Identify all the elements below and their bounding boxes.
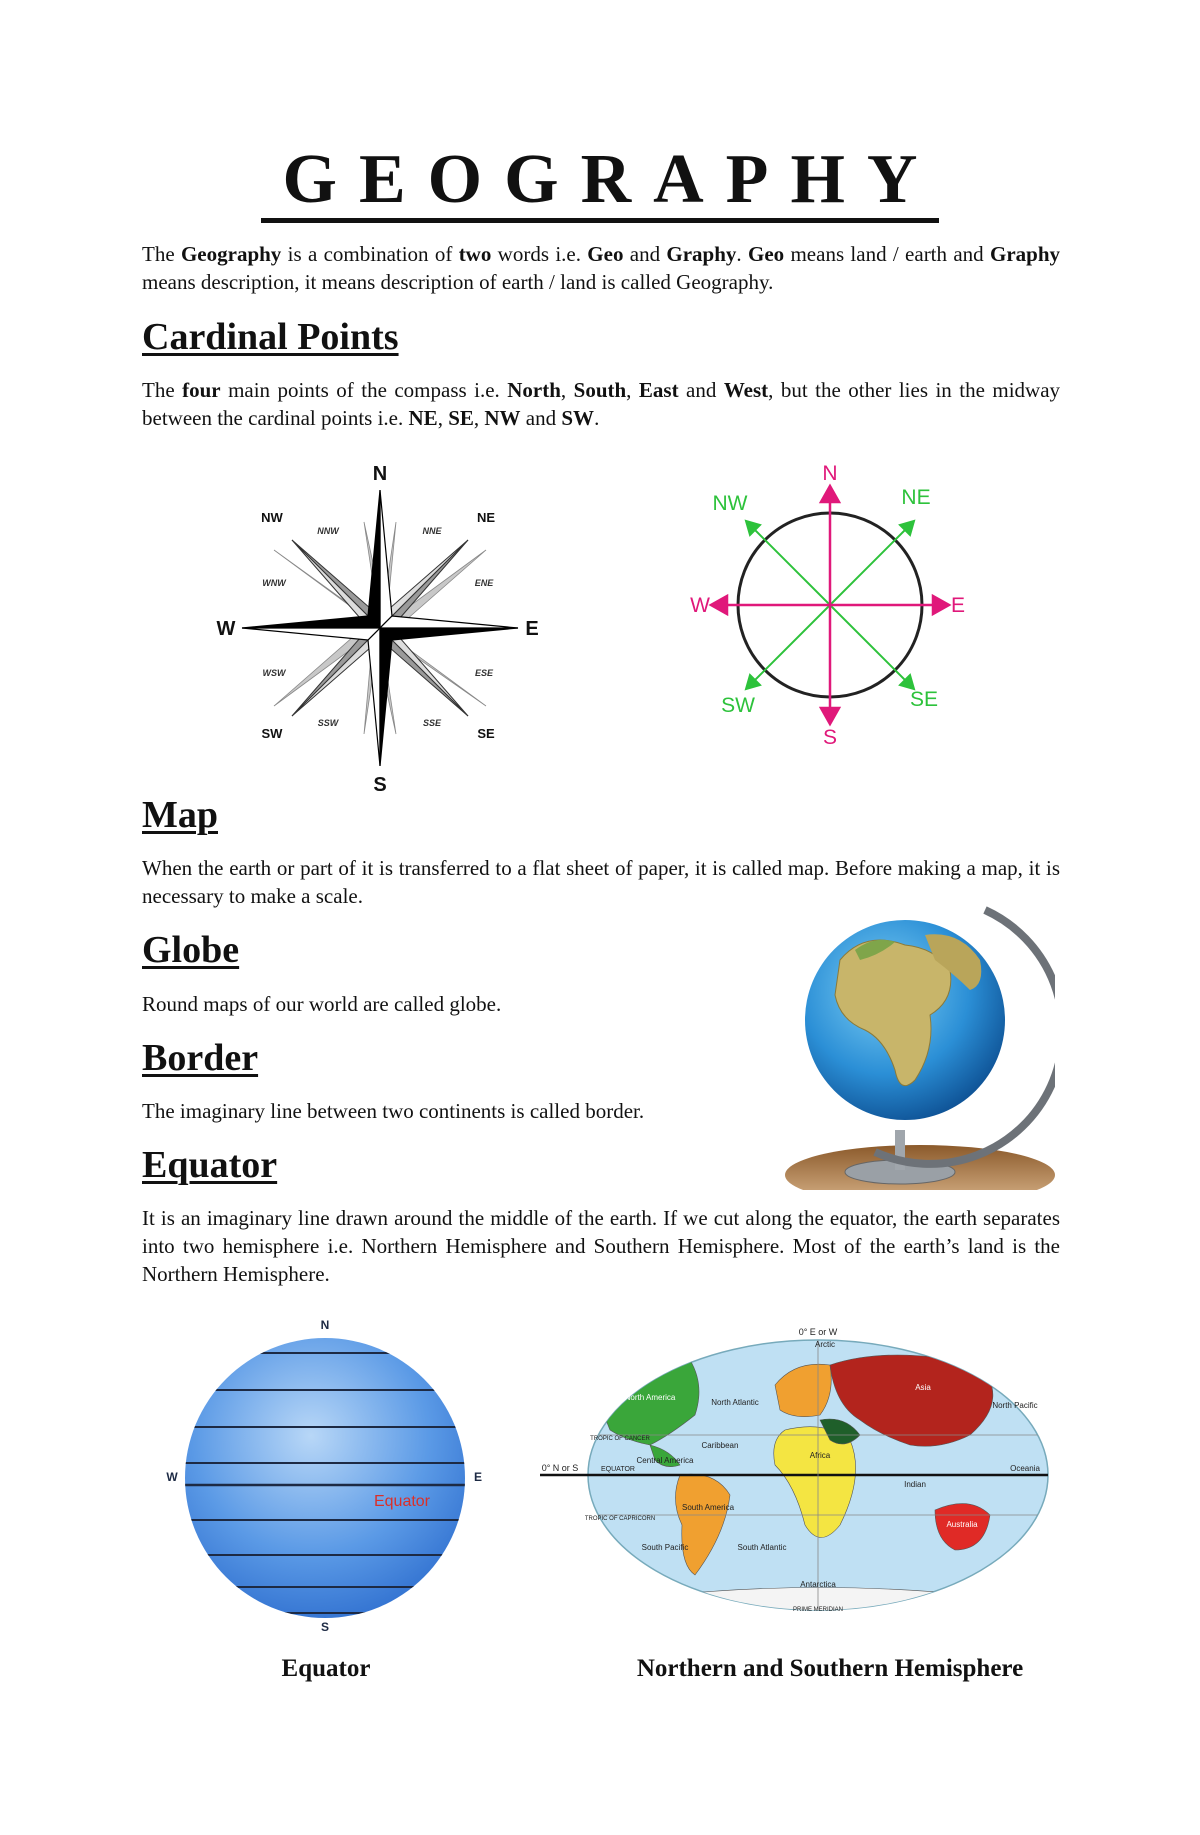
caption-hemisphere: Northern and Southern Hemisphere (636, 1655, 1024, 1682)
equator-sphere (185, 1338, 465, 1618)
text-cardinal-p10: . (594, 406, 600, 430)
simple-label-w: W (690, 594, 710, 617)
text-world_map-labels-australia: Australia (946, 1520, 978, 1529)
intro-paragraph (142, 240, 1060, 296)
text-cardinal-b4: East (638, 378, 679, 402)
map-paragraph: When the earth or part of it is transferred to a flat sheet of paper, it is called map. Before making a map, it is necessary to make a scale. (142, 856, 1060, 908)
text-world_map-labels-north_atlantic: North Atlantic (711, 1398, 759, 1407)
label-nne: NNE (422, 526, 442, 536)
equator-label: Equator (373, 1493, 431, 1510)
w-point (242, 616, 380, 628)
text-cardinal-b7: SE (448, 406, 474, 430)
text-world_map-labels-asia: Asia (915, 1383, 931, 1392)
simple-label-ne: NE (901, 486, 931, 509)
map-top-label: 0° E or W (798, 1327, 838, 1337)
text-intro-b5: Geo (748, 242, 785, 266)
globe-paragraph: Round maps of our world are called globe. (142, 992, 502, 1016)
label-nw: NW (261, 510, 283, 525)
label-ssw: SSW (317, 718, 339, 728)
label-ese: ESE (474, 668, 494, 678)
text-intro-p2: is a combination of (281, 242, 459, 266)
text-world_map-labels-oceania: Oceania (1010, 1464, 1040, 1473)
label-w: W (216, 618, 236, 640)
e-arrow (933, 596, 949, 614)
text-intro-p1: The (142, 242, 181, 266)
text-cardinal-p7: , (437, 406, 449, 430)
simple-label-sw: SW (721, 694, 755, 717)
heading-map: Map (142, 794, 218, 836)
text-cardinal-b2: North (507, 378, 561, 402)
simple-label-n: N (822, 462, 838, 485)
globe-image (785, 890, 1055, 1190)
text-cardinal-p6: , but the other lies in the midway between the cardinal points i.e. (142, 378, 1061, 430)
equator-n: N (320, 1318, 330, 1332)
cardinal-paragraph (142, 376, 1060, 432)
text-cardinal-p2: main points of the compass i.e. (220, 378, 508, 402)
label-sw: SW (261, 726, 283, 741)
caption-equator: Equator (281, 1655, 371, 1682)
label-se: SE (477, 726, 495, 741)
label-ene: ENE (474, 578, 494, 588)
simple-label-s: S (822, 726, 838, 749)
text-world_map-labels-north_pacific: North Pacific (992, 1401, 1038, 1410)
text-cardinal-b9: SW (561, 406, 595, 430)
compass-rose-figure (200, 460, 560, 800)
text-world_map-labels-south_atlantic: South Atlantic (737, 1543, 787, 1552)
page-title (0, 140, 1200, 223)
text-world_map-labels-tropic_capricorn: TROPIC OF CAPRICORN (584, 1516, 656, 1522)
text-world_map-labels-equator: EQUATOR (601, 1466, 635, 1473)
text-intro-p7: means description, it means description of earth / land is called Geography. (142, 270, 774, 294)
simple-label-nw: NW (712, 492, 748, 515)
text-world_map-labels-south_pacific: South Pacific (641, 1543, 689, 1552)
label-nnw: NNW (317, 526, 339, 536)
text-world_map-labels-south_america: South America (681, 1503, 735, 1512)
e-point (380, 628, 518, 640)
label-sse: SSE (422, 718, 442, 728)
text-cardinal-p8: , (473, 406, 485, 430)
label-wsw: WSW (262, 668, 286, 678)
text-cardinal-b1: four (182, 378, 221, 402)
label-s: S (373, 774, 387, 796)
label-wnw: WNW (262, 578, 286, 588)
simple-label-e: E (950, 594, 966, 617)
equator-e: E (473, 1470, 483, 1484)
equator-s: S (320, 1620, 330, 1634)
text-intro-b6: Graphy (989, 242, 1060, 266)
text-world_map-labels-prime_meridian: PRIME MERIDIAN (792, 1607, 844, 1613)
equator-w: W (166, 1470, 178, 1484)
map-left-label: 0° N or S (541, 1463, 579, 1473)
text-world_map-labels-antarctica: Antarctica (800, 1580, 836, 1589)
equator-paragraph: It is an imaginary line drawn around the middle of the earth. If we cut along the equator, the earth separates into two hemisphere i.e. Northern Hemisphere and Southern Hemisphere. Most of the earth’s land is the Northern Hemisphere. (142, 1206, 1060, 1286)
heading-cardinal-points: Cardinal Points (142, 316, 399, 358)
text-cardinal-p4: , (626, 378, 639, 402)
heading-border: Border (142, 1037, 259, 1079)
w-arrow (711, 596, 727, 614)
text-cardinal-p1: The (142, 378, 183, 402)
text-cardinal-b8: NW (484, 406, 521, 430)
n-arrow (821, 486, 839, 502)
text-intro-b1: Geography (180, 242, 282, 266)
heading-globe: Globe (142, 929, 240, 971)
text-cardinal-b5: West (723, 378, 769, 402)
text-intro-b3: Geo (587, 242, 624, 266)
heading-equator: Equator (142, 1144, 278, 1186)
label-e: E (525, 618, 539, 640)
s-arrow (821, 708, 839, 724)
simple-label-se: SE (909, 688, 939, 711)
text-intro-p3: words i.e. (491, 242, 588, 266)
text-intro-p5: . (736, 242, 748, 266)
text-world_map-labels-africa: Africa (809, 1451, 831, 1460)
text-intro-b4: Graphy (666, 242, 737, 266)
title-text: GEOGRAPHY (261, 142, 940, 223)
text-cardinal-p3: , (560, 378, 574, 402)
text-world_map-labels-central_america: Central America (636, 1456, 694, 1465)
text-world_map-labels-caribbean: Caribbean (701, 1441, 739, 1450)
text-world_map-labels-arctic: Arctic (815, 1340, 835, 1349)
equator-sphere-figure (160, 1315, 490, 1635)
text-intro-b2: two (458, 242, 492, 266)
text-intro-p4: and (623, 242, 667, 266)
label-ne: NE (476, 510, 496, 525)
text-cardinal-p9: and (520, 406, 562, 430)
text-cardinal-b3: South (573, 378, 627, 402)
text-world_map-labels-tropic_cancer: TROPIC OF CANCER (590, 1436, 650, 1442)
compass-simple-figure (680, 460, 980, 750)
border-paragraph: The imaginary line between two continents is called border. (142, 1099, 645, 1123)
text-intro-p6: means land / earth and (784, 242, 990, 266)
label-n: N (372, 463, 388, 485)
text-cardinal-p5: and (678, 378, 724, 402)
text-cardinal-b6: NE (408, 406, 438, 430)
world-map-figure (530, 1325, 1060, 1625)
text-world_map-labels-north_america: North America (624, 1393, 676, 1402)
text-world_map-labels-indian: Indian (904, 1480, 926, 1489)
